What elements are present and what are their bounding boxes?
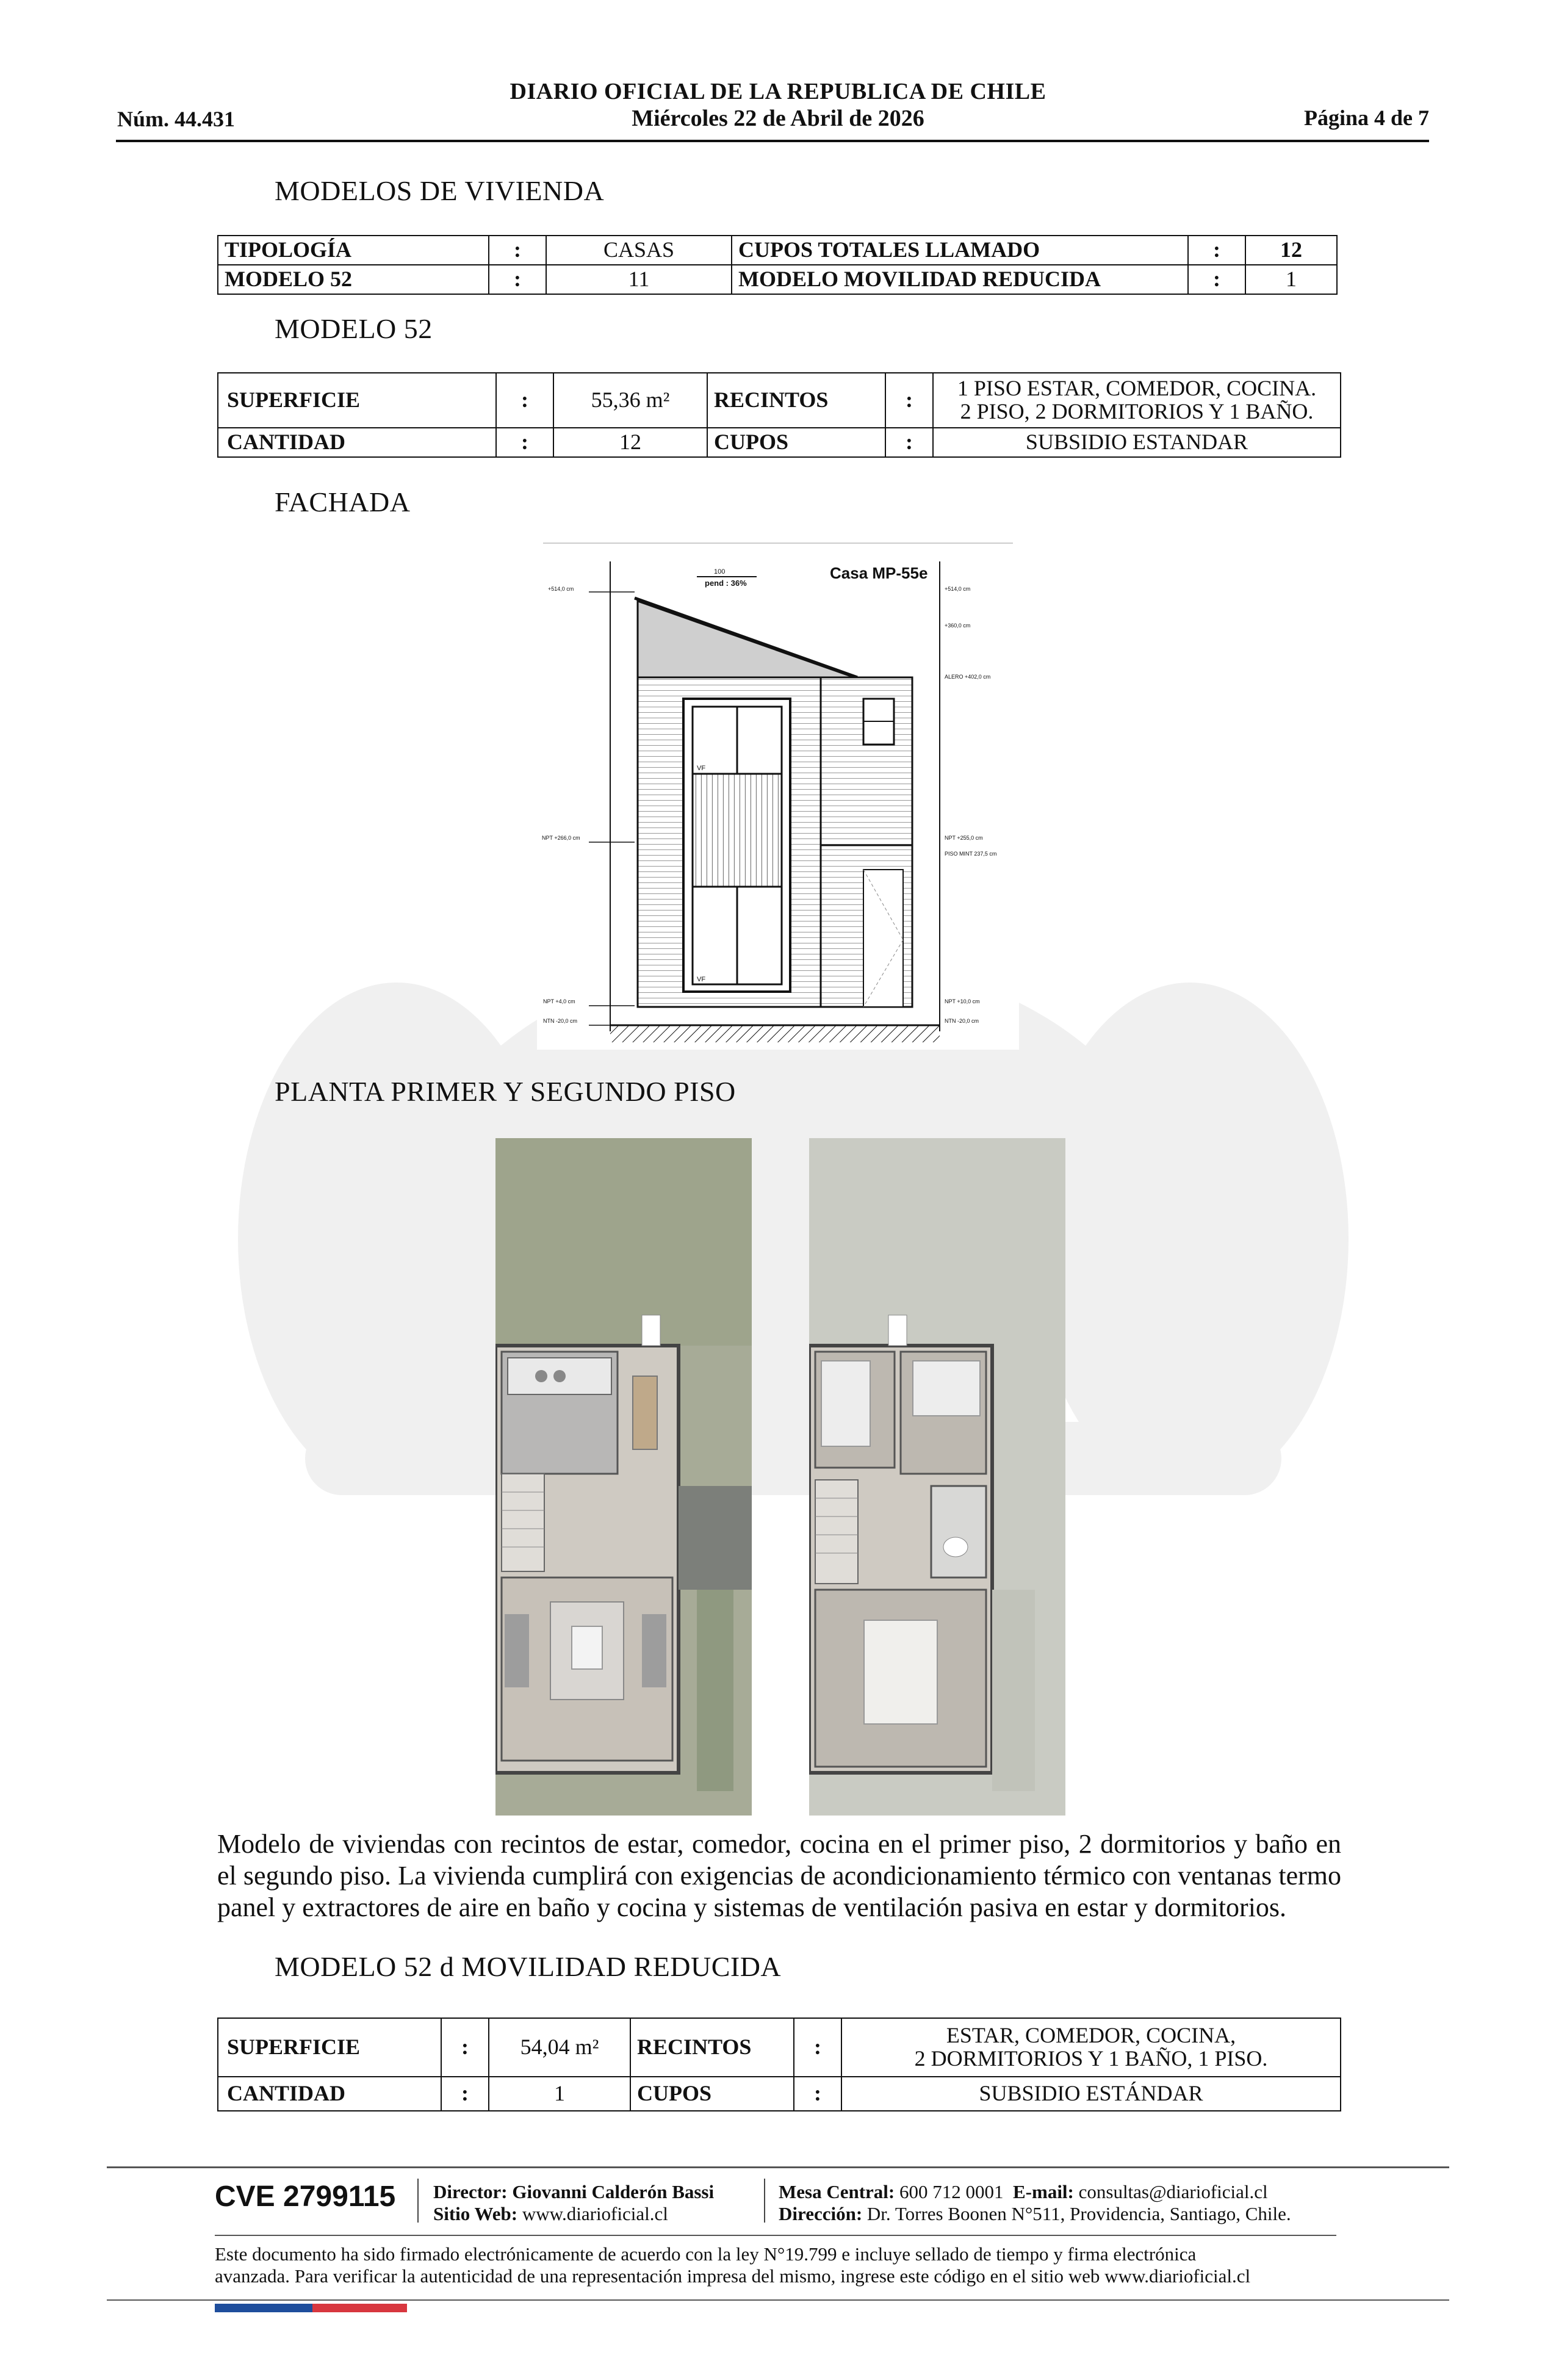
colon-cell: : — [794, 2077, 841, 2111]
superficie-label: SUPERFICIE — [218, 2018, 441, 2077]
colon-cell: : — [489, 265, 546, 294]
mesa-phone: 600 712 0001 — [899, 2181, 1004, 2202]
section-title-planta: PLANTA PRIMER Y SEGUNDO PISO — [275, 1076, 736, 1107]
flag-bar-red — [312, 2304, 407, 2312]
address-label: Dirección: — [779, 2203, 863, 2224]
floor-plan-first-floor — [495, 1138, 752, 1816]
label-cell: MODELO MOVILIDAD REDUCIDA — [732, 265, 1188, 294]
recintos-line: 1 PISO ESTAR, COMEDOR, COCINA. — [957, 376, 1317, 401]
recintos-label: RECINTOS — [707, 373, 885, 428]
level-label: NTN -20,0 cm — [945, 1018, 979, 1024]
cve-code: CVE 2799115 — [215, 2180, 396, 2213]
table-row — [218, 2018, 1341, 2077]
section-title-modelo52d: MODELO 52 d MOVILIDAD REDUCIDA — [275, 1951, 782, 1982]
colon-cell: : — [1188, 236, 1245, 265]
facade-elevation-drawing — [537, 537, 1019, 1050]
level-label: ALERO +402,0 cm — [945, 674, 991, 680]
colon-cell: : — [441, 2077, 489, 2111]
model-description: Modelo de viviendas con recintos de estar, comedor, cocina en el primer piso, 2 dormitorios y baño en el segundo piso. La vivienda cumplirá con exigencias de acondicionamiento térmico con ventanas termo panel y extractores de aire en baño y cocina y sistemas de ventilación pasiva en estar y dormitorios. — [217, 1829, 1341, 1922]
value-cell: 11 — [546, 265, 732, 294]
colon-cell: : — [441, 2018, 489, 2077]
label-cell: CUPOS TOTALES LLAMADO — [732, 236, 1188, 265]
value-cell: 12 — [1245, 236, 1337, 265]
table-row — [218, 236, 1337, 265]
recintos-line: 2 DORMITORIOS Y 1 BAÑO, 1 PISO. — [914, 2046, 1268, 2071]
web-link[interactable]: www.diarioficial.cl — [522, 2203, 668, 2224]
issue-number: Núm. 44.431 — [117, 107, 236, 131]
director-label: Director: — [433, 2181, 508, 2202]
footer-divider — [107, 2166, 1449, 2168]
flag-bar-blue — [215, 2304, 312, 2312]
level-label: NPT +266,0 cm — [542, 835, 580, 841]
floor-plan-second-floor — [809, 1138, 1065, 1816]
superficie-value: 55,36 m² — [553, 373, 707, 428]
recintos-value — [933, 373, 1341, 428]
footer-director-block — [433, 2181, 714, 2225]
web-label: Sitio Web: — [433, 2203, 518, 2224]
footer-divider — [107, 2299, 1449, 2301]
page-indicator: Página 4 de 7 — [1303, 106, 1429, 130]
recintos-line: 2 PISO, 2 DORMITORIOS Y 1 BAÑO. — [960, 399, 1314, 424]
newspaper-title: DIARIO OFICIAL DE LA REPUBLICA DE CHILE — [510, 79, 1046, 104]
signature-notice-line: avanzada. Para verificar la autenticidad de una representación impresa del mismo, ingrese este código en el sitio web www.diarioficial.cl — [215, 2265, 1251, 2287]
window-label: VF — [697, 765, 706, 772]
recintos-value — [841, 2018, 1341, 2077]
section-title-modelo52: MODELO 52 — [275, 313, 433, 344]
modelo52-table — [217, 372, 1341, 458]
section-title-fachada: FACHADA — [275, 486, 411, 517]
cantidad-label: CANTIDAD — [218, 428, 496, 457]
colon-cell: : — [1188, 265, 1245, 294]
superficie-label: SUPERFICIE — [218, 373, 496, 428]
level-label: NTN -20,0 cm — [543, 1018, 578, 1024]
colon-cell: : — [885, 373, 933, 428]
table-row — [218, 265, 1337, 294]
footer-contact-block — [779, 2181, 1291, 2225]
header-divider — [116, 140, 1429, 142]
colon-cell: : — [489, 236, 546, 265]
window-label: VF — [697, 976, 706, 983]
level-label: NPT +4,0 cm — [543, 998, 575, 1004]
colon-cell: : — [496, 428, 553, 457]
section-title-modelos: MODELOS DE VIVIENDA — [275, 175, 605, 206]
level-label: NPT +255,0 cm — [945, 835, 983, 841]
cupos-label: CUPOS — [707, 428, 885, 457]
modelos-table — [217, 235, 1338, 295]
table-row — [218, 2077, 1341, 2111]
cantidad-value: 12 — [553, 428, 707, 457]
cupos-value: SUBSIDIO ESTÁNDAR — [841, 2077, 1341, 2111]
recintos-line: ESTAR, COMEDOR, COCINA, — [946, 2023, 1236, 2048]
table-row — [218, 428, 1341, 457]
colon-cell: : — [496, 373, 553, 428]
signature-notice — [215, 2243, 1338, 2287]
superficie-value: 54,04 m² — [489, 2018, 630, 2077]
roof-slope-label: pend : 36% — [705, 579, 747, 588]
label-cell: TIPOLOGÍA — [218, 236, 489, 265]
cantidad-label: CANTIDAD — [218, 2077, 441, 2111]
drawing-title: Casa MP-55e — [830, 564, 928, 582]
level-label: PISO MINT 237,5 cm — [945, 851, 997, 857]
email-link[interactable]: consultas@diarioficial.cl — [1078, 2181, 1268, 2202]
email-label: E-mail: — [1013, 2181, 1074, 2202]
footer-separator — [764, 2179, 765, 2223]
level-label: +514,0 cm — [945, 586, 971, 592]
signature-notice-line: Este documento ha sido firmado electrónicamente de acuerdo con la ley N°19.799 e incluye sellado de tiempo y firma electrónica — [215, 2243, 1197, 2265]
level-label: NPT +10,0 cm — [945, 998, 980, 1004]
director-name: Giovanni Calderón Bassi — [512, 2181, 715, 2202]
modelo52d-table — [217, 2018, 1341, 2111]
colon-cell: : — [885, 428, 933, 457]
mesa-label: Mesa Central: — [779, 2181, 895, 2202]
cantidad-value: 1 — [489, 2077, 630, 2111]
level-label: +514,0 cm — [548, 586, 574, 592]
value-cell: 1 — [1245, 265, 1337, 294]
footer-separator — [417, 2179, 419, 2223]
recintos-label: RECINTOS — [630, 2018, 794, 2077]
address-value: Dr. Torres Boonen N°511, Providencia, Santiago, Chile. — [866, 2203, 1291, 2224]
colon-cell: : — [794, 2018, 841, 2077]
table-row — [218, 373, 1341, 428]
footer-divider — [215, 2235, 1336, 2236]
dimension-label: 100 — [714, 568, 726, 575]
label-cell: MODELO 52 — [218, 265, 489, 294]
level-label: +360,0 cm — [945, 622, 971, 629]
issue-date: Miércoles 22 de Abril de 2026 — [632, 106, 924, 131]
cupos-label: CUPOS — [630, 2077, 794, 2111]
value-cell: CASAS — [546, 236, 732, 265]
cupos-value: SUBSIDIO ESTANDAR — [933, 428, 1341, 457]
